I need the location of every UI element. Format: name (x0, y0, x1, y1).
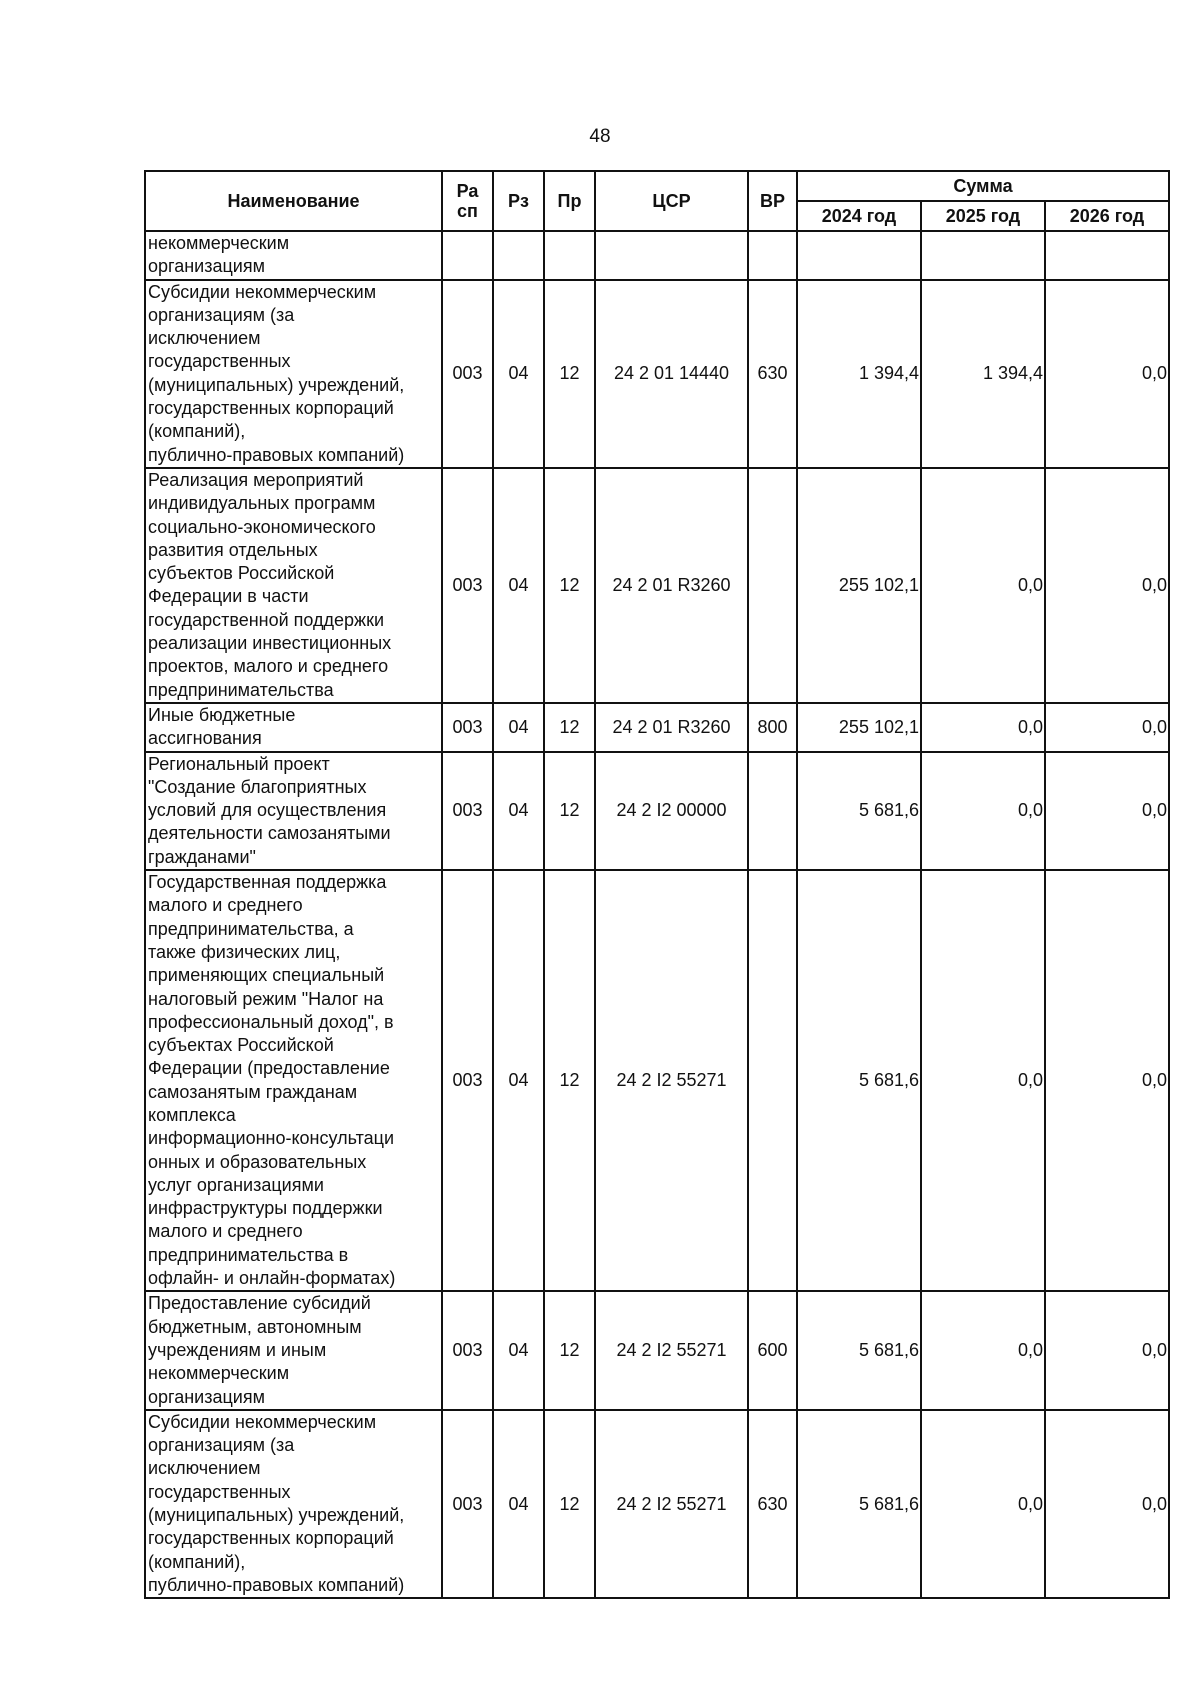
header-2026: 2026 год (1045, 201, 1169, 231)
cell-rasp: 003 (442, 1410, 493, 1598)
cell-name: некоммерческим организациям (145, 231, 442, 280)
header-sum: Сумма (797, 171, 1169, 201)
cell-2026: 0,0 (1045, 703, 1169, 752)
header-rasp: Ра сп (442, 171, 493, 231)
cell-csr: 24 2 01 14440 (595, 280, 748, 468)
cell-pr (544, 231, 595, 280)
cell-rasp: 003 (442, 280, 493, 468)
cell-rz: 04 (493, 280, 544, 468)
cell-2025: 0,0 (921, 1291, 1045, 1409)
cell-name: Региональный проект "Создание благоприятных условий для осуществления деятельности самозанятыми гражданами" (145, 752, 442, 870)
cell-2026: 0,0 (1045, 870, 1169, 1291)
cell-name: Иные бюджетные ассигнования (145, 703, 442, 752)
cell-csr (595, 231, 748, 280)
header-2025: 2025 год (921, 201, 1045, 231)
cell-pr: 12 (544, 280, 595, 468)
cell-vr (748, 231, 797, 280)
cell-rasp: 003 (442, 703, 493, 752)
cell-2025: 0,0 (921, 752, 1045, 870)
cell-2024: 1 394,4 (797, 280, 921, 468)
cell-rasp: 003 (442, 468, 493, 703)
budget-table (144, 170, 1170, 1599)
cell-vr (748, 468, 797, 703)
cell-rz: 04 (493, 752, 544, 870)
cell-name: Предоставление субсидий бюджетным, автономным учреждениям и иным некоммерческим организациям (145, 1291, 442, 1409)
cell-2026: 0,0 (1045, 280, 1169, 468)
cell-rz (493, 231, 544, 280)
cell-pr: 12 (544, 703, 595, 752)
cell-2024: 255 102,1 (797, 703, 921, 752)
cell-csr: 24 2 01 R3260 (595, 703, 748, 752)
cell-csr: 24 2 I2 55271 (595, 1410, 748, 1598)
table-row (145, 468, 1169, 703)
cell-rz: 04 (493, 468, 544, 703)
cell-rasp: 003 (442, 870, 493, 1291)
cell-2024: 5 681,6 (797, 870, 921, 1291)
header-rz: Рз (493, 171, 544, 231)
table-body (145, 231, 1169, 1598)
cell-rasp: 003 (442, 752, 493, 870)
cell-rz: 04 (493, 1291, 544, 1409)
cell-2025: 0,0 (921, 703, 1045, 752)
cell-vr (748, 752, 797, 870)
table-row (145, 280, 1169, 468)
cell-2025: 0,0 (921, 468, 1045, 703)
header-pr: Пр (544, 171, 595, 231)
cell-name: Государственная поддержка малого и среднего предпринимательства, а также физических лиц, применяющих специальный налоговый режим "Налог на профессиональный доход", в субъектах Российской Федерации (предоставление самозанятым гражданам комплекса информационно-консультаци онных и образовательных услуг организациями инфраструктуры поддержки малого и среднего предпринимательства в офлайн- и онлайн-форматах) (145, 870, 442, 1291)
cell-2024: 5 681,6 (797, 1410, 921, 1598)
cell-2024 (797, 231, 921, 280)
cell-2026: 0,0 (1045, 1410, 1169, 1598)
cell-csr: 24 2 I2 00000 (595, 752, 748, 870)
table-row (145, 1291, 1169, 1409)
cell-2024: 5 681,6 (797, 752, 921, 870)
table-row (145, 870, 1169, 1291)
cell-2026: 0,0 (1045, 468, 1169, 703)
header-vr: ВР (748, 171, 797, 231)
cell-2024: 5 681,6 (797, 1291, 921, 1409)
cell-rasp: 003 (442, 1291, 493, 1409)
table-row (145, 703, 1169, 752)
cell-2025: 0,0 (921, 870, 1045, 1291)
cell-vr (748, 870, 797, 1291)
cell-csr: 24 2 I2 55271 (595, 1291, 748, 1409)
table-header (145, 171, 1169, 231)
cell-pr: 12 (544, 1291, 595, 1409)
cell-vr: 800 (748, 703, 797, 752)
cell-rz: 04 (493, 870, 544, 1291)
table-row (145, 231, 1169, 280)
table-row (145, 752, 1169, 870)
cell-vr: 630 (748, 280, 797, 468)
cell-pr: 12 (544, 468, 595, 703)
cell-rasp (442, 231, 493, 280)
page-number: 48 (589, 126, 611, 147)
cell-rz: 04 (493, 1410, 544, 1598)
cell-name: Субсидии некоммерческим организациям (за исключением государственных (муниципальных) учреждений, государственных корпораций (компаний), публично-правовых компаний) (145, 1410, 442, 1598)
cell-2026: 0,0 (1045, 752, 1169, 870)
cell-pr: 12 (544, 752, 595, 870)
cell-pr: 12 (544, 870, 595, 1291)
table-row (145, 1410, 1169, 1598)
cell-name: Субсидии некоммерческим организациям (за исключением государственных (муниципальных) учреждений, государственных корпораций (компаний), публично-правовых компаний) (145, 280, 442, 468)
cell-csr: 24 2 01 R3260 (595, 468, 748, 703)
header-name: Наименование (145, 171, 442, 231)
cell-2025 (921, 231, 1045, 280)
cell-pr: 12 (544, 1410, 595, 1598)
cell-2025: 0,0 (921, 1410, 1045, 1598)
cell-rz: 04 (493, 703, 544, 752)
cell-csr: 24 2 I2 55271 (595, 870, 748, 1291)
cell-2025: 1 394,4 (921, 280, 1045, 468)
cell-2026 (1045, 231, 1169, 280)
cell-vr: 600 (748, 1291, 797, 1409)
header-2024: 2024 год (797, 201, 921, 231)
cell-vr: 630 (748, 1410, 797, 1598)
cell-2024: 255 102,1 (797, 468, 921, 703)
cell-2026: 0,0 (1045, 1291, 1169, 1409)
header-csr: ЦСР (595, 171, 748, 231)
cell-name: Реализация мероприятий индивидуальных программ социально-экономического развития отдельных субъектов Российской Федерации в части государственной поддержки реализации инвестиционных проектов, малого и среднего предпринимательства (145, 468, 442, 703)
